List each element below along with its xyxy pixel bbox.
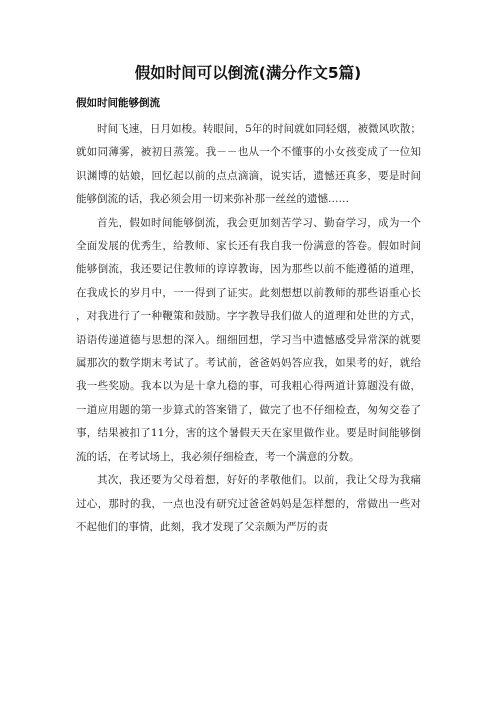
paragraph: 首先，假如时间能够倒流，我会更加刻苦学习、勤奋学习，成为一个全面发展的优秀生，给教师、家长还有我自我一份满意的答卷。假如时间能够倒流，我还要记住教师的谆谆教诲，因为那些以前不能遵循的道理，在我成长的岁月中，一一得到了证实。此刻想想以前教师的那些语重心长，对我进行了一种鞭策和鼓励。字字教导我们做人的道理和处世的方式，语语传递道德与思想的深入。细细回想，学习当中遗憾感受异常深的就要属那次的数学期末考试了。考试前，爸爸妈妈答应我，如果考的好，就给我一些奖励。我本以为是十拿九稳的事，可我粗心得两道计算题没有做，一道应用题的第一步算式的答案错了，做完了也不仔细检查，匆匆交卷了事，结果被扣了11分，害的这个暑假天天在家里做作业。要是时间能够倒流的话，在考试场上，我必须仔细检查，考一个满意的分数。	[76, 216, 421, 463]
section-heading: 假如时间能够倒流	[76, 97, 160, 109]
paragraph: 时间飞速，日月如梭。转眼间，5年的时间就如同轻烟，被微风吹散；就如同薄雾，被初日蒸笼。我－－也从一个不懂事的小女孩变成了一位知识渊博的姑娘，回忆起以前的点点滴滴，说实话，遗憾还真多，要是时间能够倒流的话，我必须会用一切来弥补那一丝丝的遗憾……	[76, 123, 421, 206]
paragraph: 其次，我还要为父母着想，好好的孝敬他们。以前，我让父母为我痛过心，那时的我，一点也没有研究过爸爸妈妈是怎样想的，常做出一些对不起他们的事情，此刻，我才发现了父亲颇为严厉的责	[76, 474, 421, 533]
document-body	[76, 118, 421, 539]
document-title: 假如时间可以倒流(满分作文5篇)	[134, 64, 362, 82]
